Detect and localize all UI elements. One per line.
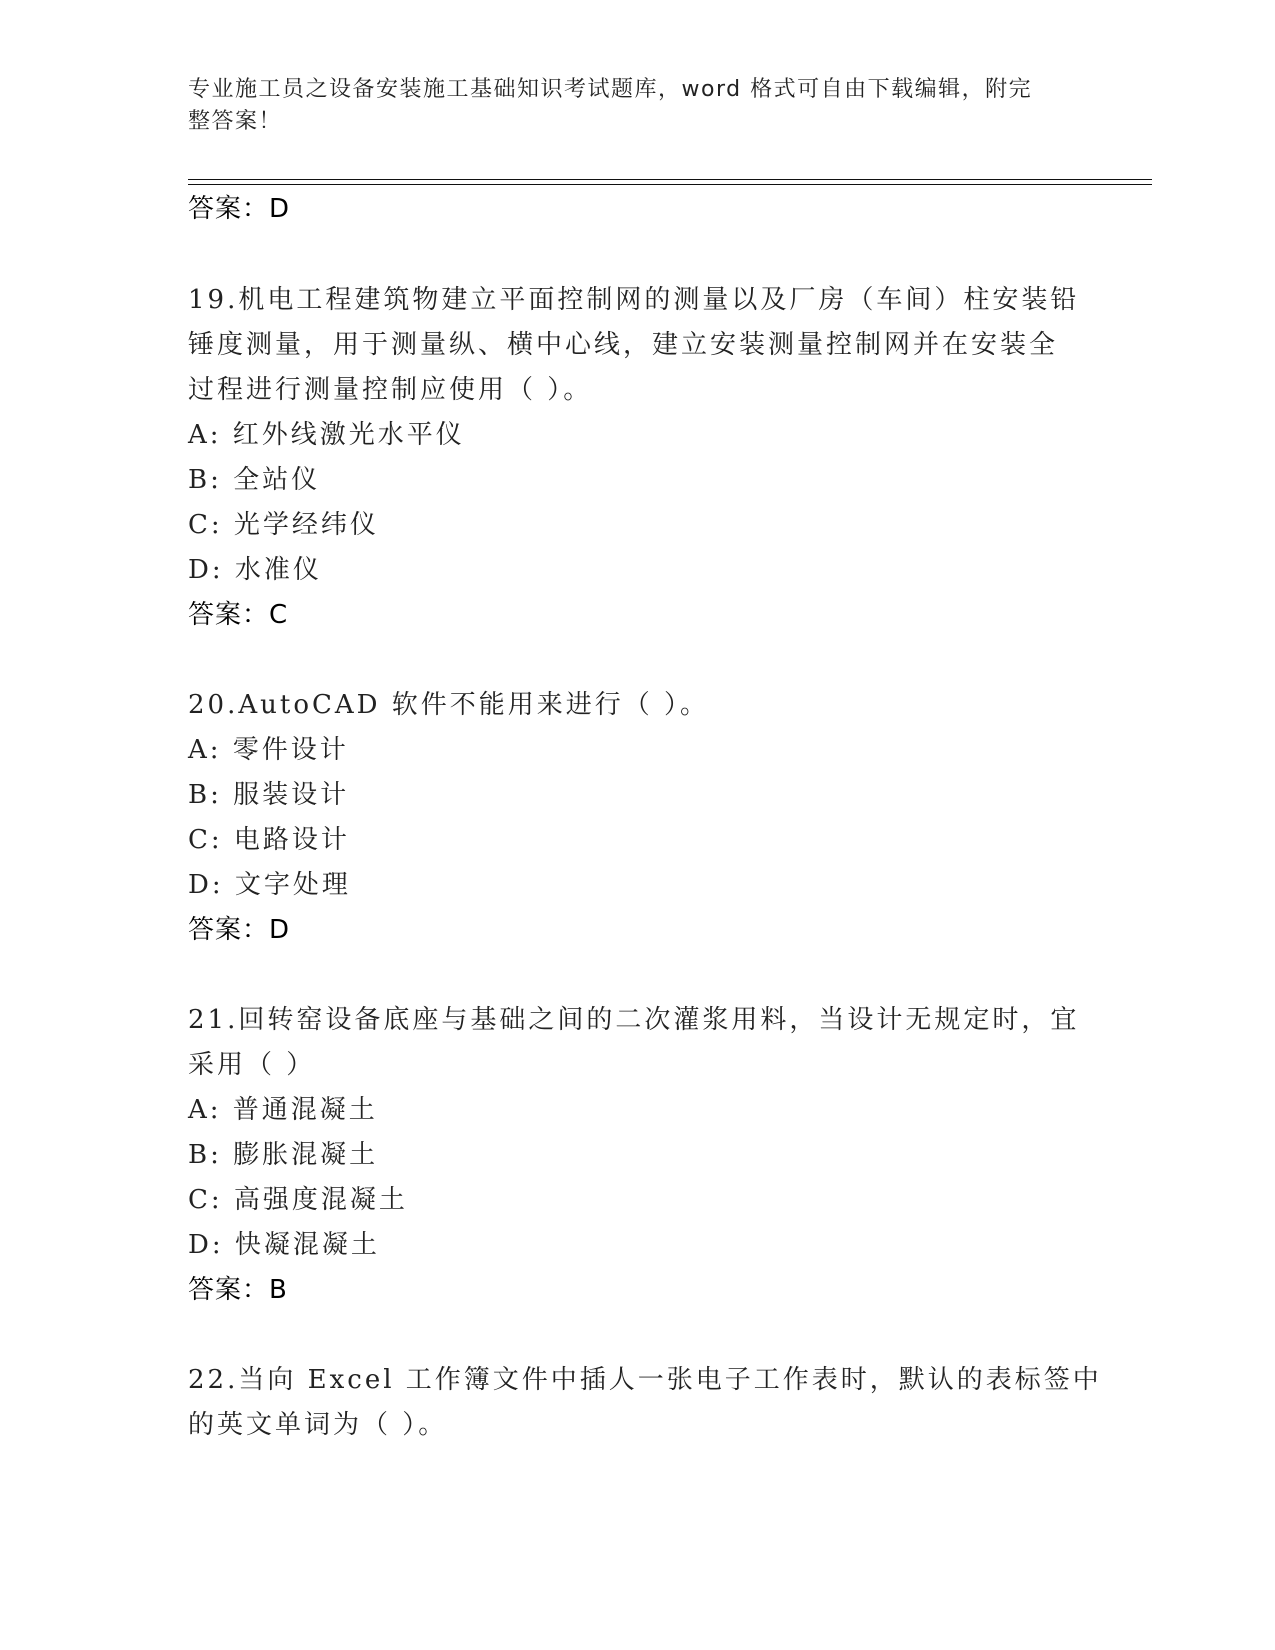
answer-19: 答案：C bbox=[188, 600, 289, 630]
question-text-line: 19.机电工程建筑物建立平面控制网的测量以及厂房（车间）柱安装铅 bbox=[188, 285, 1080, 315]
question-text-line: 22.当向 Excel 工作簿文件中插人一张电子工作表时，默认的表标签中 bbox=[188, 1365, 1102, 1395]
answer-21: 答案：B bbox=[188, 1275, 288, 1305]
option-b: B: 膨胀混凝土 bbox=[188, 1140, 379, 1170]
header-line-2: 整答案！ bbox=[188, 109, 283, 134]
option-c: C: 高强度混凝土 bbox=[188, 1185, 408, 1215]
option-d: D: 快凝混凝土 bbox=[188, 1230, 380, 1260]
option-a: A: 红外线激光水平仪 bbox=[188, 420, 465, 450]
question-text-line: 的英文单词为（ ）。 bbox=[188, 1410, 448, 1440]
previous-answer: 答案：D bbox=[188, 194, 291, 224]
question-text-line: 21.回转窑设备底座与基础之间的二次灌浆用料，当设计无规定时，宜 bbox=[188, 1005, 1080, 1035]
answer-20: 答案：D bbox=[188, 915, 291, 945]
option-c: C: 光学经纬仪 bbox=[188, 510, 379, 540]
header-divider-bottom bbox=[188, 184, 1152, 185]
option-b: B: 服装设计 bbox=[188, 780, 350, 810]
option-a: A: 普通混凝土 bbox=[188, 1095, 378, 1125]
option-d: D: 文字处理 bbox=[188, 870, 351, 900]
question-text-line: 采用（ ） bbox=[188, 1050, 316, 1080]
header-divider-top bbox=[188, 179, 1152, 180]
document-header bbox=[188, 74, 1068, 138]
question-text-line: 过程进行测量控制应使用（ ）。 bbox=[188, 375, 593, 405]
question-text-line: 20.AutoCAD 软件不能用来进行（ ）。 bbox=[188, 690, 710, 720]
option-b: B: 全站仪 bbox=[188, 465, 321, 495]
question-text-line: 锤度测量，用于测量纵、横中心线，建立安装测量控制网并在安装全 bbox=[188, 330, 1059, 360]
header-line-1: 专业施工员之设备安装施工基础知识考试题库，word 格式可自由下载编辑，附完 bbox=[188, 77, 1033, 102]
option-c: C: 电路设计 bbox=[188, 825, 350, 855]
option-d: D: 水准仪 bbox=[188, 555, 322, 585]
option-a: A: 零件设计 bbox=[188, 735, 349, 765]
